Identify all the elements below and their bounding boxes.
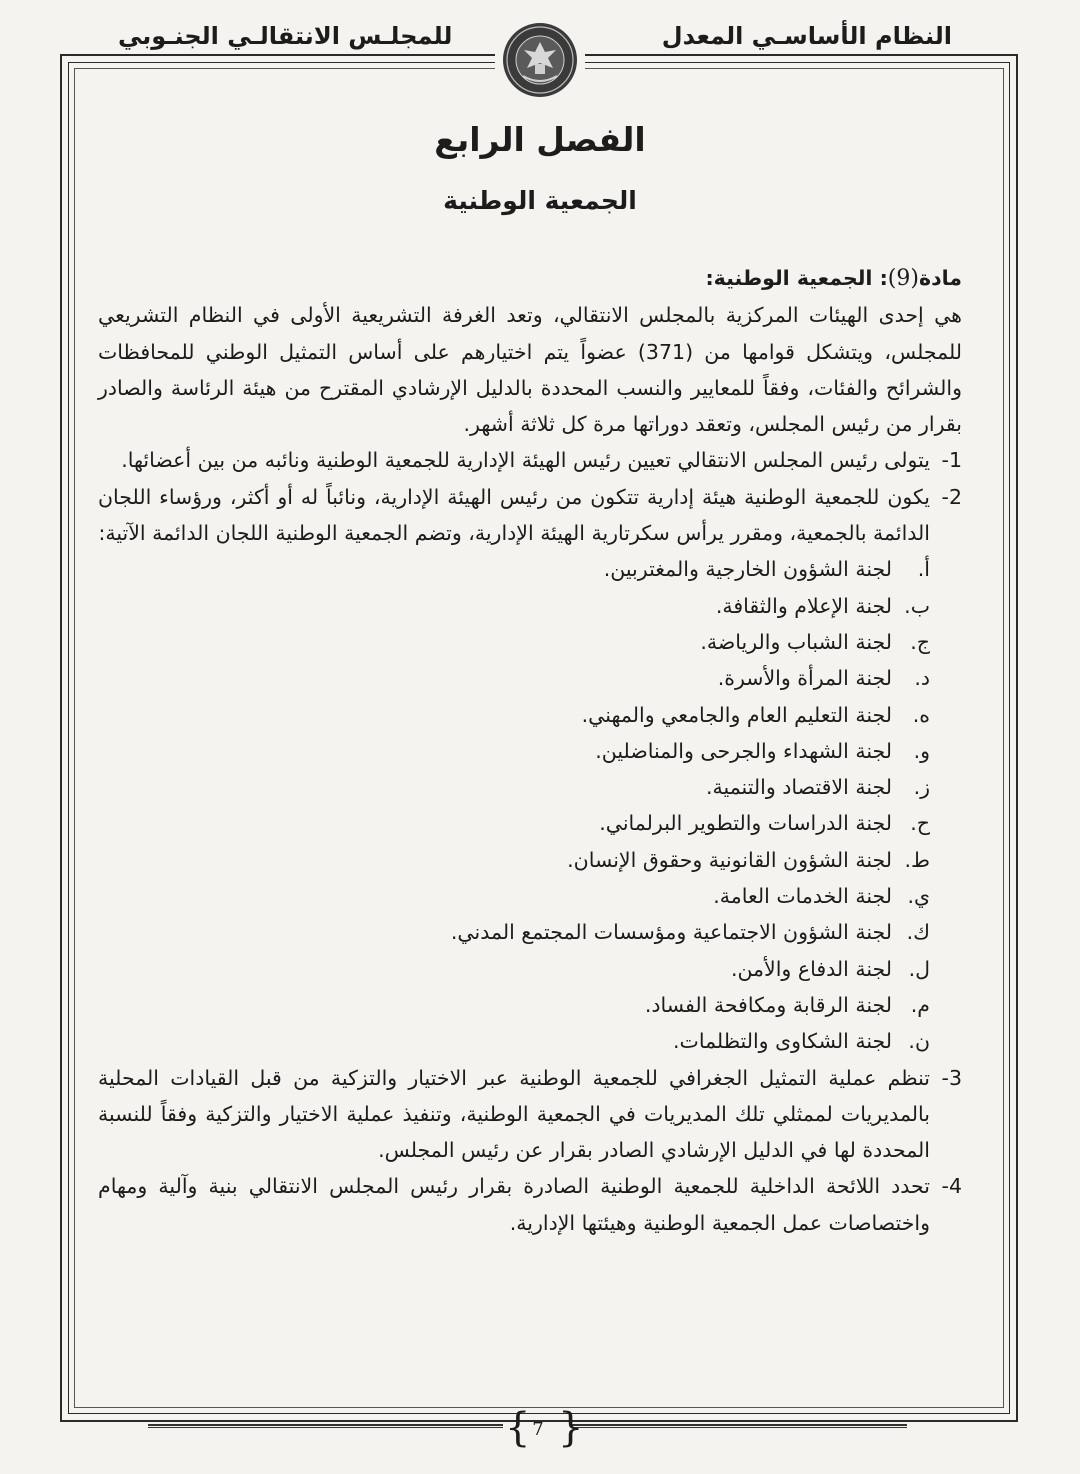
committee-item: د. لجنة المرأة والأسرة. — [717, 666, 930, 691]
committee-item: ز. لجنة الاقتصاد والتنمية. — [706, 775, 930, 800]
list-item — [98, 479, 962, 552]
article-body — [98, 260, 962, 1241]
emblem-icon — [501, 18, 579, 102]
committee-item: ك. لجنة الشؤون الاجتماعية ومؤسسات المجتمع المدني. — [450, 920, 930, 945]
committee-item: ن. لجنة الشكاوى والتظلمات. — [673, 1029, 930, 1054]
brace-right-icon: { — [558, 1405, 584, 1451]
committee-item: م. لجنة الرقابة ومكافحة الفساد. — [644, 992, 930, 1017]
article-label: مادة — [918, 266, 962, 290]
committee-item: ه. لجنة التعليم العام والجامعي والمهني. — [581, 702, 930, 727]
committee-item: ط. لجنة الشؤون القانونية وحقوق الإنسان. — [567, 847, 930, 872]
header-right-title: النظام الأساسـي المعدل — [661, 22, 952, 50]
list-item — [98, 1168, 962, 1241]
article-intro: هي إحدى الهيئات المركزية بالمجلس الانتقالي، وتعد الغرفة التشريعية الأولى في النظام التشريعي للمجلس، ويتشكل قوامها من (371) عضواً يتم اختيارهم على أساس التمثيل الوطني للمحافظات والشرائح والفئات، وفقاً للمعايير والنسب المحددة بالدليل الإرشادي المقترح من هيئة الرئاسة والصادر بقرار من رئيس المجلس، وتعقد دوراتها مرة كل ثلاثة أشهر. — [98, 303, 962, 437]
committee-list — [98, 551, 930, 1059]
item-number: 3- — [941, 1065, 962, 1090]
footer-rule-right — [572, 1424, 907, 1428]
article-number: (9) — [887, 266, 919, 291]
section-title: الجمعية الوطنية — [443, 186, 637, 215]
page-number: 7 — [532, 1419, 544, 1440]
list-item — [98, 1060, 962, 1169]
committee-item: أ. لجنة الشؤون الخارجية والمغتربين. — [603, 557, 930, 582]
committee-item: ل. لجنة الدفاع والأمن. — [730, 956, 930, 981]
item-number: 2- — [941, 484, 962, 509]
footer-rule-left — [148, 1424, 503, 1428]
list-item — [98, 442, 962, 478]
article-heading-text: : الجمعية الوطنية: — [705, 266, 888, 290]
committee-item: ج. لجنة الشباب والرياضة. — [700, 629, 930, 654]
item-text: يكون للجمعية الوطنية هيئة إدارية تتكون من رئيس الهيئة الإدارية، ونائباً له أو أكثر، ورؤساء اللجان الدائمة بالجمعية، ومقرر يرأس سكرتارية الهيئة الإدارية، وتضم الجمعية الوطنية اللجان الدائمة الآتية: — [98, 484, 930, 546]
brace-left-icon: } — [505, 1405, 531, 1451]
article-heading — [98, 260, 962, 297]
item-number: 1- — [941, 448, 962, 473]
committee-item: و. لجنة الشهداء والجرحى والمناضلين. — [595, 738, 930, 763]
header-left-title: للمجلـس الانتقالـي الجنـوبي — [118, 22, 453, 50]
item-text: يتولى رئيس المجلس الانتقالي تعيين رئيس الهيئة الإدارية للجمعية الوطنية ونائبه من بين أعضائها. — [121, 448, 930, 473]
chapter-title: الفصل الرابع — [434, 120, 646, 159]
committee-item: ي. لجنة الخدمات العامة. — [713, 884, 930, 909]
item-text: تحدد اللائحة الداخلية للجمعية الوطنية الصادرة بقرار رئيس المجلس الانتقالي بنية وآلية ومهام واختصاصات عمل الجمعية الوطنية وهيئتها الإدارية. — [98, 1174, 930, 1235]
item-number: 4- — [941, 1174, 962, 1199]
committee-item: ب. لجنة الإعلام والثقافة. — [715, 593, 930, 618]
item-text: تنظم عملية التمثيل الجغرافي للجمعية الوطنية عبر الاختيار والتزكية من قبل القيادات المحلية بالمديريات لممثلي تلك المديريات في الجمعية الوطنية، وتنفيذ عملية الاختيار والتزكية وفقاً للنسبة المحددة لها في الدليل الإرشادي الصادر بقرار عن رئيس المجلس. — [98, 1065, 930, 1163]
committee-item: ح. لجنة الدراسات والتطوير البرلماني. — [599, 811, 930, 836]
